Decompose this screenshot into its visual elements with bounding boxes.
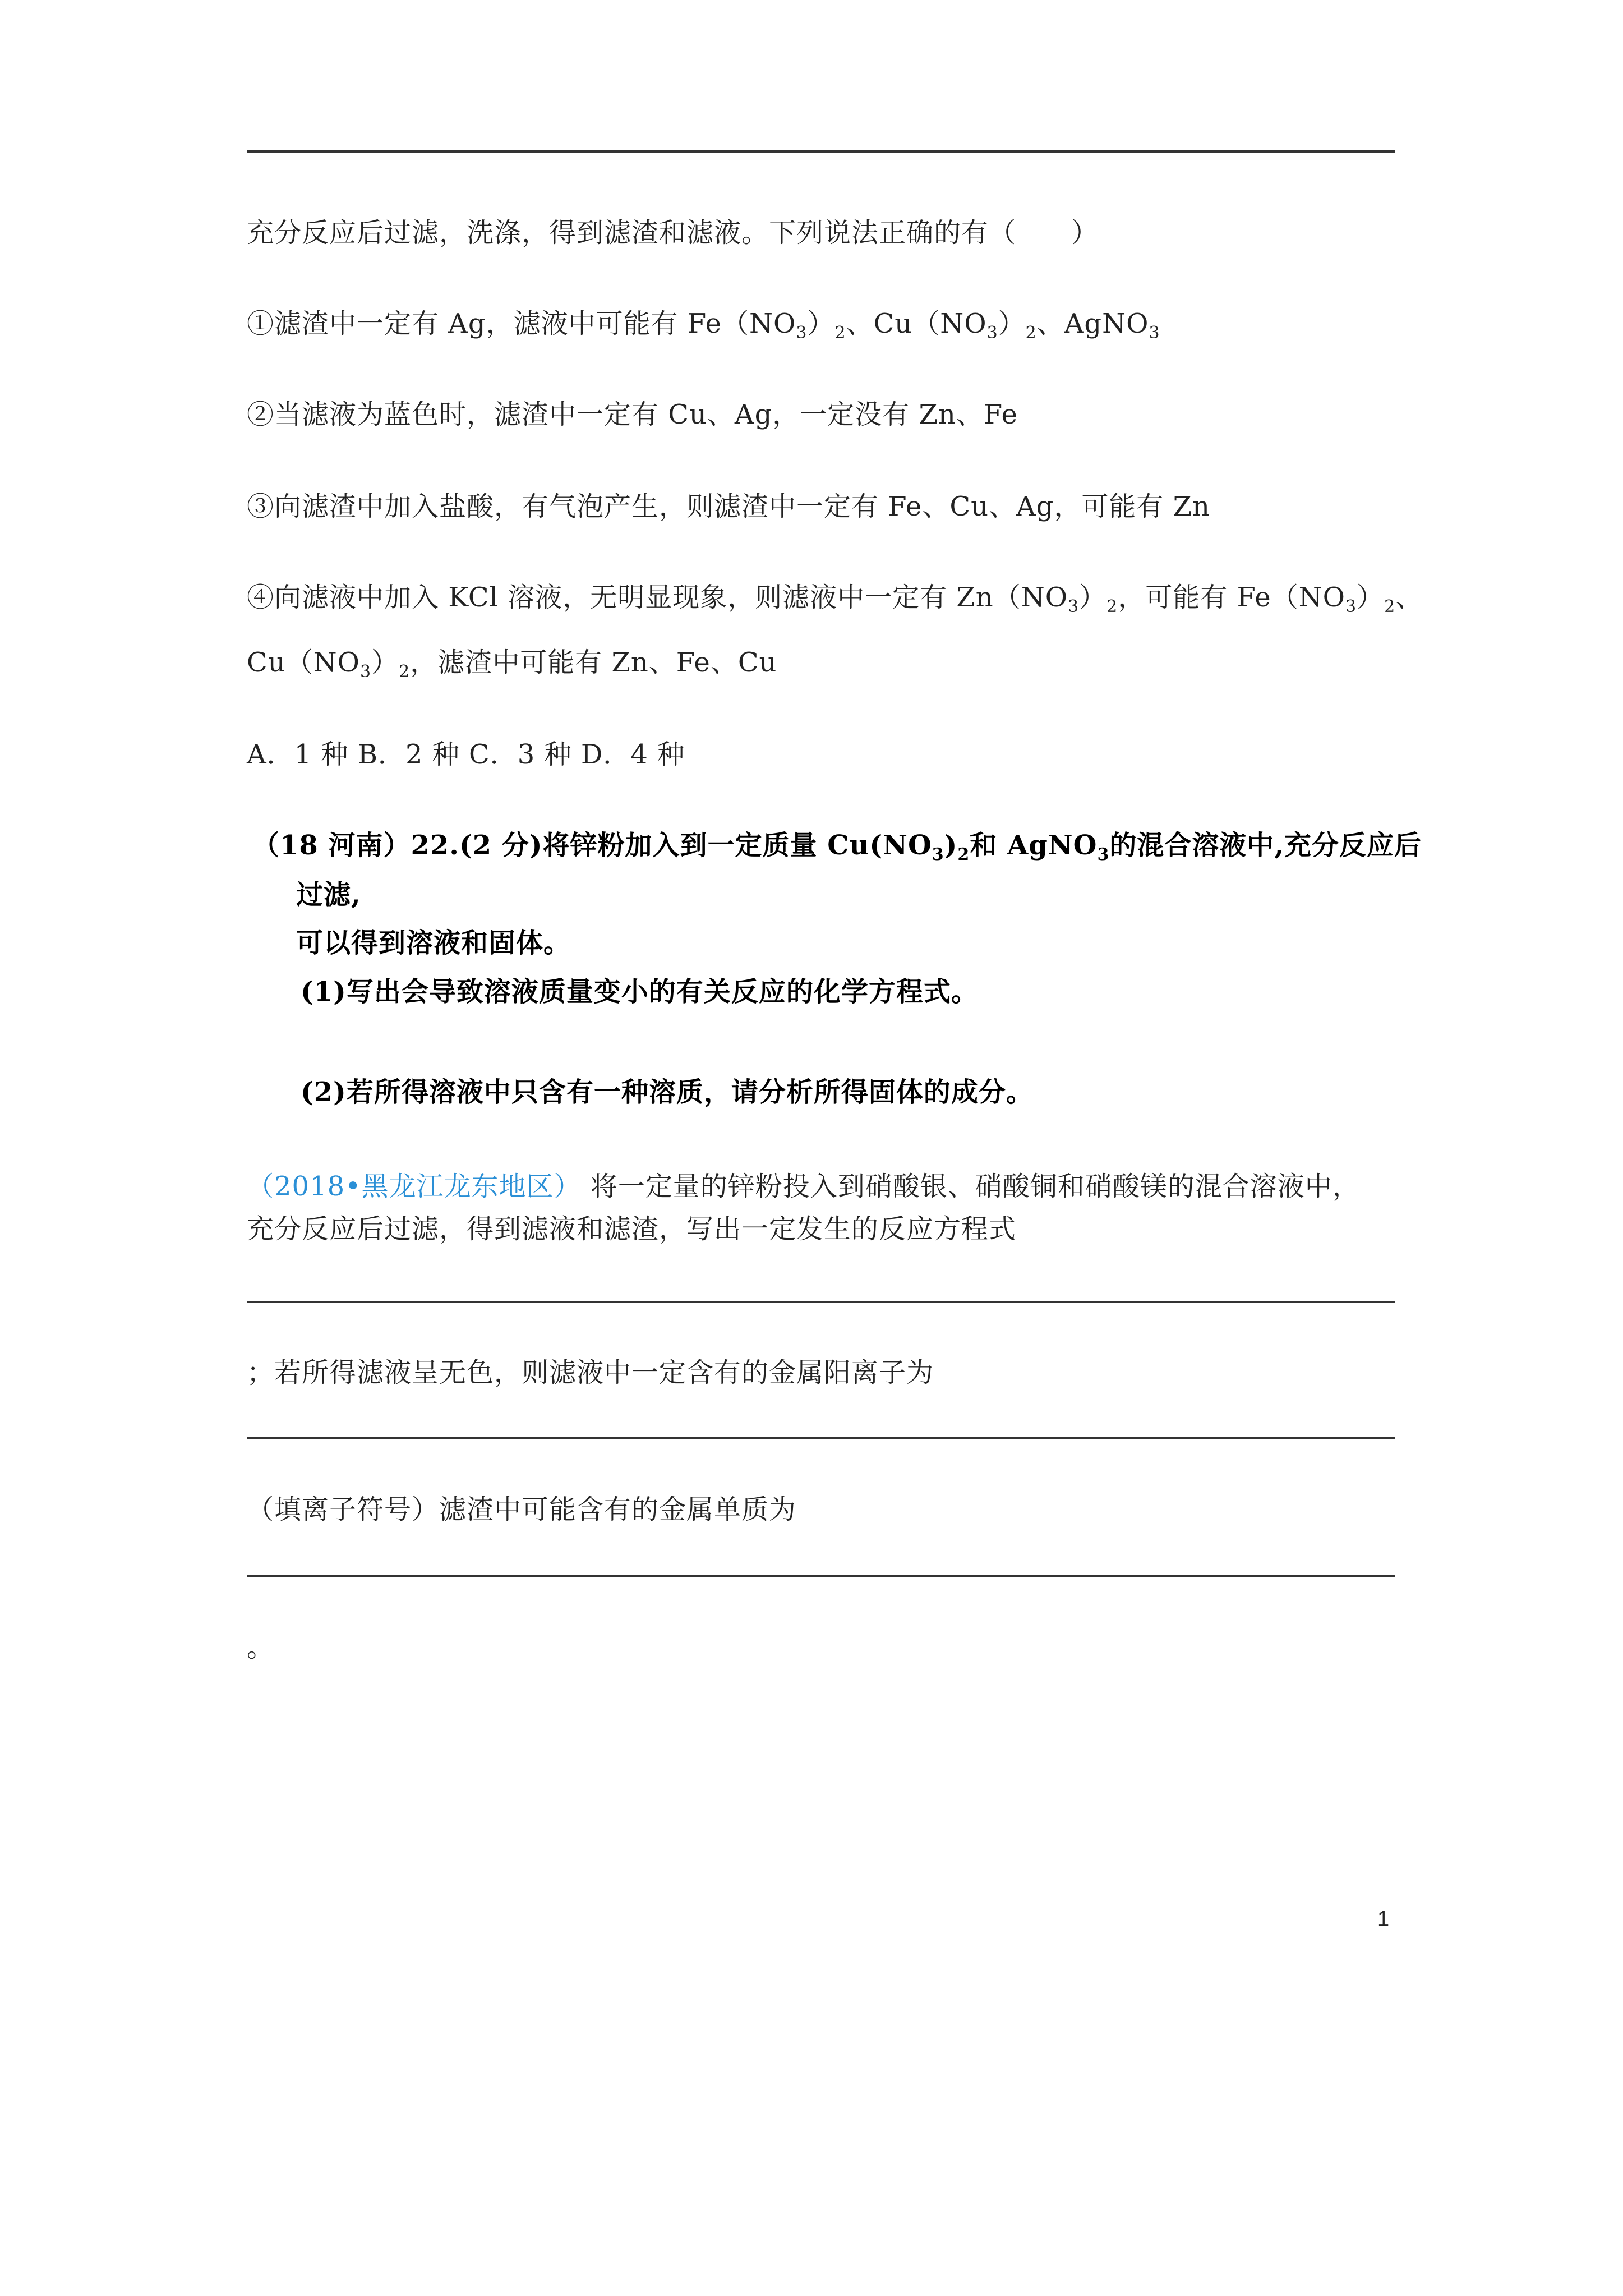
henan-question-line-1: （18 河南）22.(2 分)将锌粉加入到一定质量 $Cu(NO_3)_2$和 AgNO$_3$的混合溶液中,充分反应后 xyxy=(252,830,1422,864)
hlj-question-line-1: （2018•黑龙江龙东地区） 将一定量的锌粉投入到硝酸银、硝酸铜和硝酸镁的混合溶液中， xyxy=(247,1171,1360,1202)
hlj-question-line-5: 。 xyxy=(247,1632,275,1663)
hlj-question-line-2: 充分反应后过滤，得到滤液和滤渣，写出一定发生的反应方程式 xyxy=(247,1213,1017,1245)
hlj-question-line-3: ；若所得滤液呈无色，则滤液中一定含有的金属阳离子为 xyxy=(247,1357,934,1388)
option-4-line-2: $Cu(NO_3)_2$，滤渣中可能有 Zn、Fe、Cu xyxy=(247,647,777,682)
option-1: ①滤渣中一定有 Ag，滤液中可能有 $Fe(NO_3)_2$、$Cu(NO_3)_2$、AgNO$_3$ xyxy=(247,308,1160,343)
answer-blank-line xyxy=(247,1301,1395,1303)
option-4-line-1: ④向滤液中加入 KCl 溶液，无明显现象，则滤液中一定有 $Zn(NO_3)_2$，可能有 $Fe(NO_3)_2$、 xyxy=(247,582,1423,616)
answer-blank-line xyxy=(247,1437,1395,1439)
henan-question-line-2: 过滤, xyxy=(296,879,361,910)
option-2: ②当滤液为蓝色时，滤渣中一定有 Cu、Ag，一定没有 Zn、Fe xyxy=(247,399,1018,430)
answer-blank-line xyxy=(247,1575,1395,1577)
option-3: ③向滤渣中加入盐酸，有气泡产生，则滤渣中一定有 Fe、Cu、Ag，可能有 Zn xyxy=(247,491,1210,522)
henan-question-line-3: 可以得到溶液和固体。 xyxy=(296,927,571,959)
henan-subquestion-1: (1)写出会导致溶液质量变小的有关反应的化学方程式。 xyxy=(301,976,979,1007)
hlj-question-line-4: （填离子符号）滤渣中可能含有的金属单质为 xyxy=(247,1494,797,1525)
question-stem-line: 充分反应后过滤，洗涤，得到滤渣和滤液。下列说法正确的有（ ） xyxy=(247,217,1099,249)
header-rule xyxy=(247,150,1395,153)
henan-subquestion-2: (2)若所得溶液中只含有一种溶质，请分析所得固体的成分。 xyxy=(301,1076,1034,1108)
answer-choices: A．1 种 B．2 种 C．3 种 D．4 种 xyxy=(247,739,685,770)
page-number: 1 xyxy=(1377,1907,1390,1931)
question-source: （2018•黑龙江龙东地区） xyxy=(247,1171,582,1202)
